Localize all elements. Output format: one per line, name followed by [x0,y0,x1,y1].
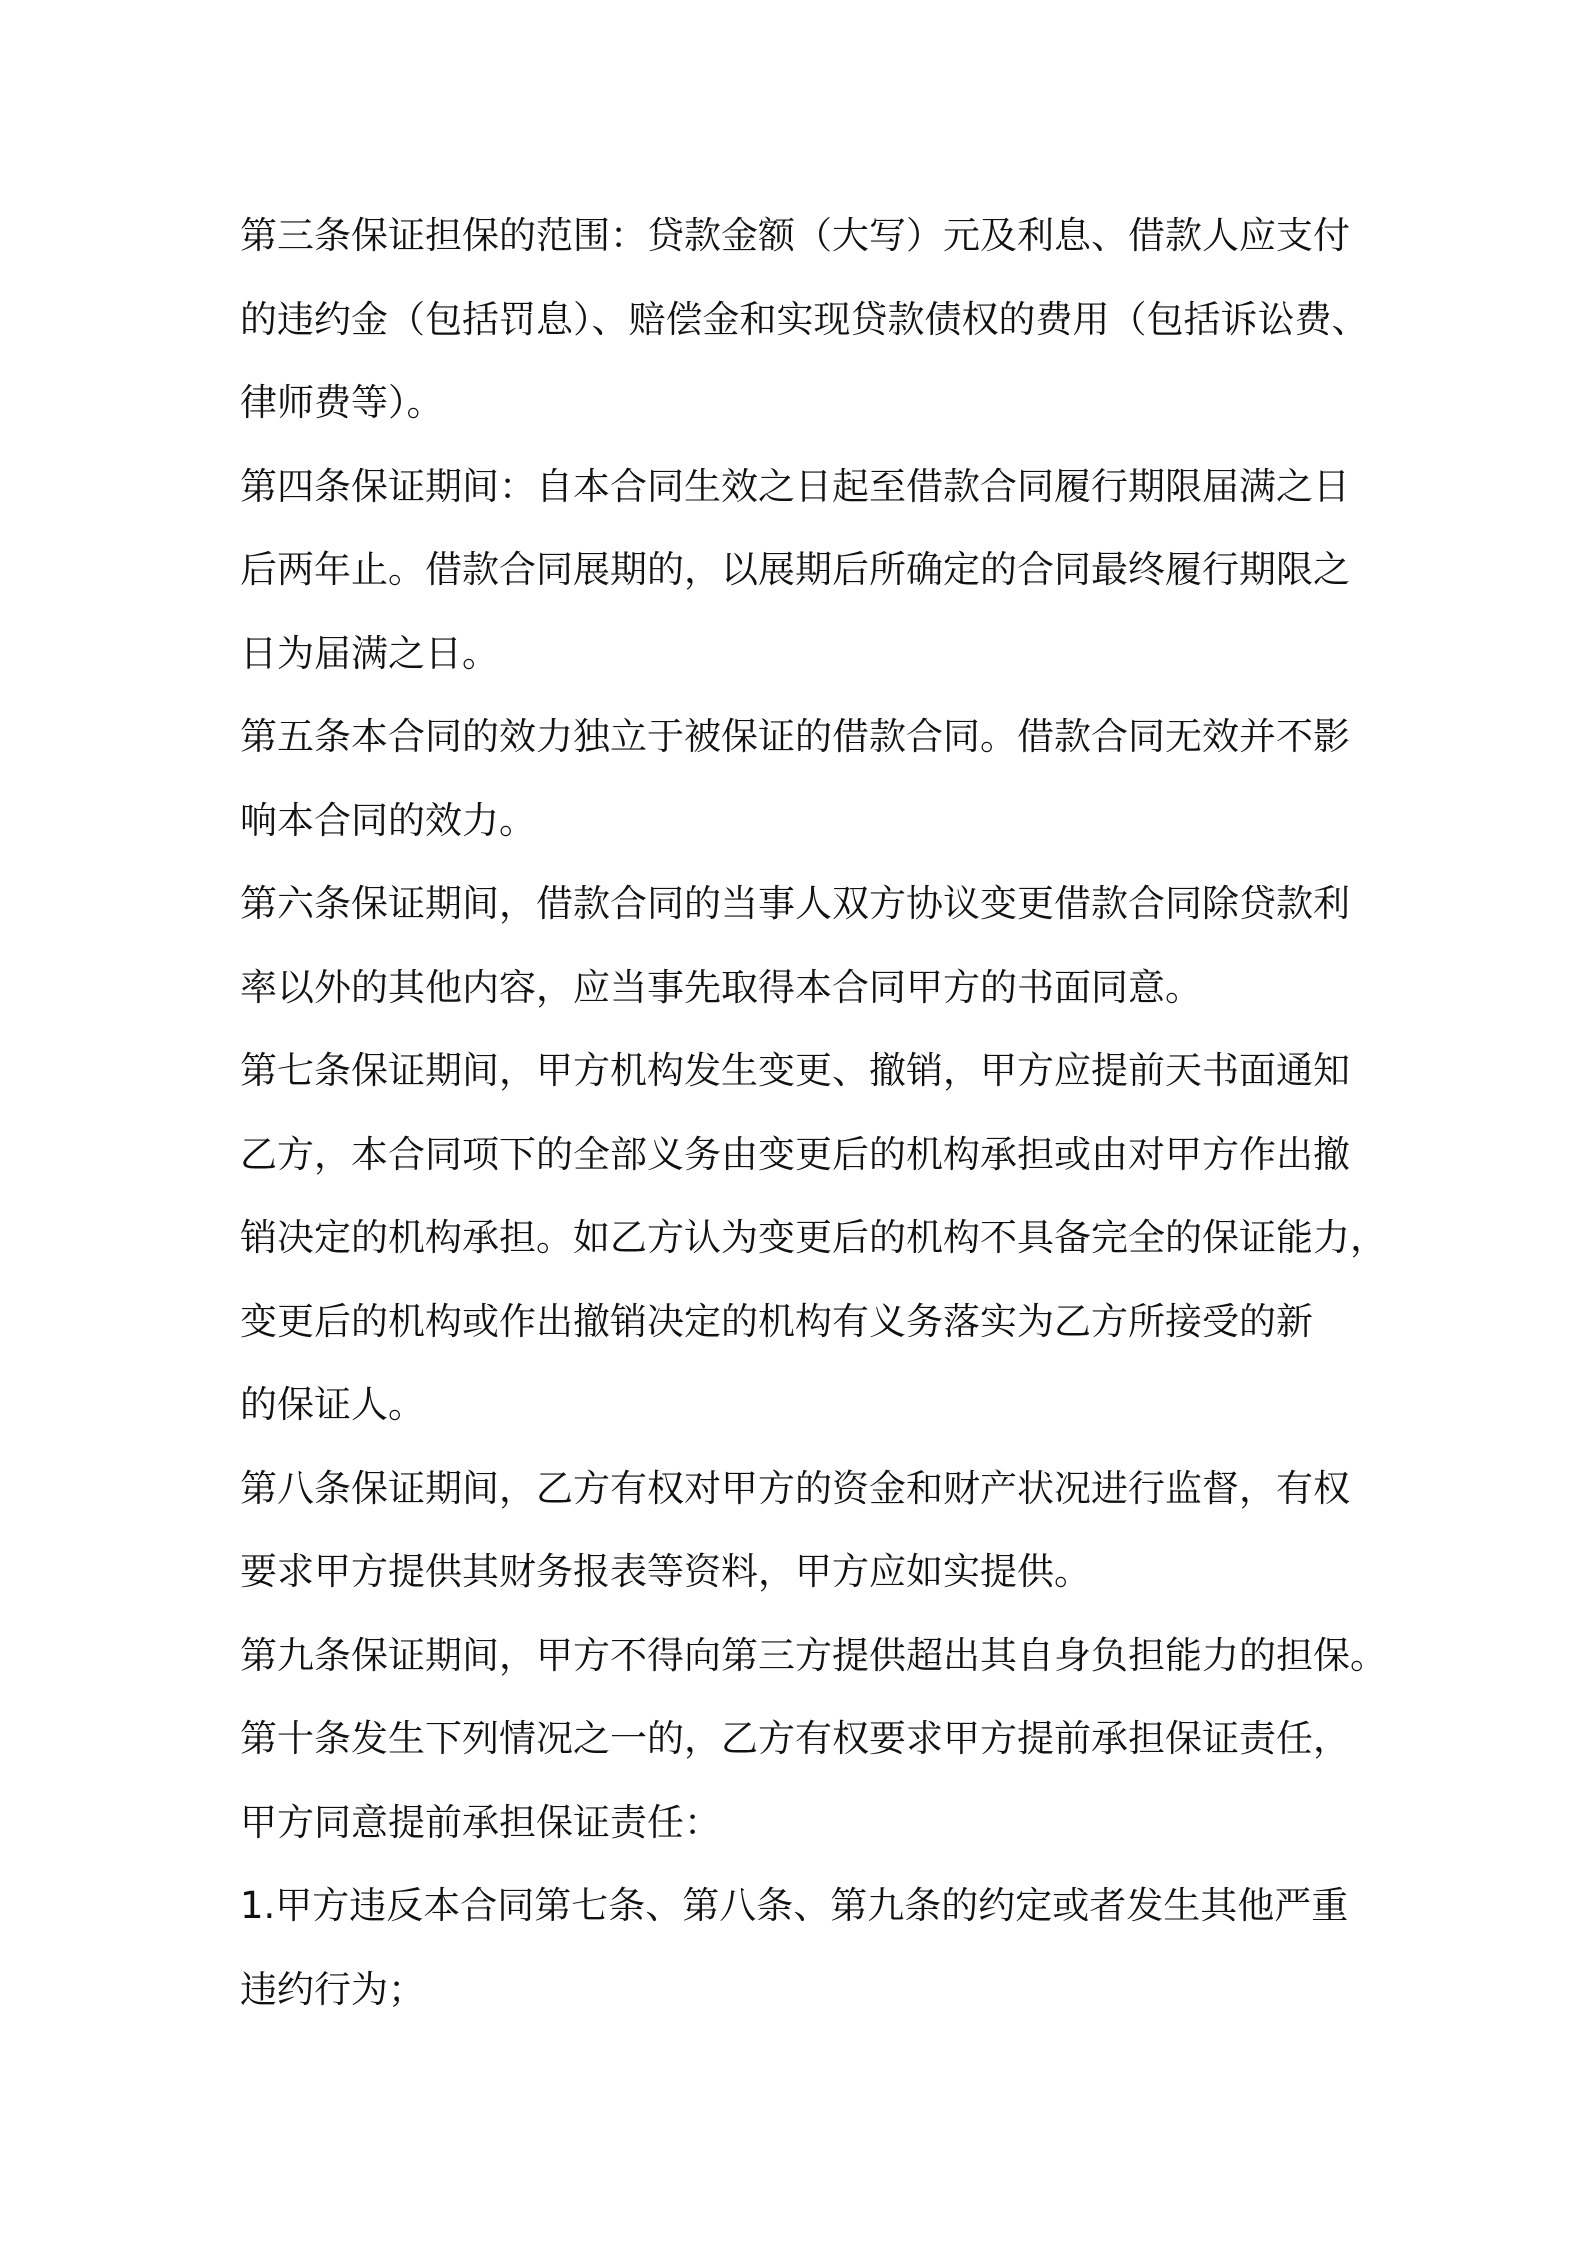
document-line: 律师费等）。 [240,381,444,424]
document-line: 变更后的机构或作出撤销决定的机构有义务落实为乙方所接受的新 [240,1299,1313,1343]
document-line: 日为届满之日。 [240,631,499,675]
document-line: 乙方，本合同项下的全部义务由变更后的机构承担或由对甲方作出撤 [240,1132,1350,1176]
document-body [240,194,1387,2031]
document-line: 要求甲方提供其财务报表等资料，甲方应如实提供。 [240,1550,1091,1593]
document-line: 的保证人。 [240,1383,425,1426]
document-line: 后两年止。借款合同展期的，以展期后所确定的合同最终履行期限之 [240,548,1350,591]
document-line: 的违约金（包括罚息）、赔偿金和实现贷款债权的费用（包括诉讼费、 [240,297,1369,341]
document-line: 第六条保证期间，借款合同的当事人双方协议变更借款合同除贷款利 [240,882,1350,925]
document-line: 违约行为； [240,1967,425,2011]
document-line: 响本合同的效力。 [240,798,536,842]
document-line: 第三条保证担保的范围：贷款金额（大写）元及利息、借款人应支付 [240,214,1350,257]
document-line: 1.甲方违反本合同第七条、第八条、第九条的约定或者发生其他严重 [240,1884,1349,1927]
document-line: 第五条本合同的效力独立于被保证的借款合同。借款合同无效并不影 [240,715,1350,758]
document-line: 销决定的机构承担。如乙方认为变更后的机构不具备完全的保证能力， [240,1216,1387,1259]
document-line: 甲方同意提前承担保证责任： [240,1800,721,1844]
document-line: 第七条保证期间，甲方机构发生变更、撤销，甲方应提前天书面通知 [240,1049,1350,1092]
document-line: 第十条发生下列情况之一的，乙方有权要求甲方提前承担保证责任， [240,1717,1350,1760]
document-line: 率以外的其他内容，应当事先取得本合同甲方的书面同意。 [240,965,1202,1009]
document-line: 第四条保证期间：自本合同生效之日起至借款合同履行期限届满之日 [240,464,1350,508]
document-line: 第八条保证期间，乙方有权对甲方的资金和财产状况进行监督，有权 [240,1466,1350,1510]
document-line: 第九条保证期间，甲方不得向第三方提供超出其自身负担能力的担保。 [240,1633,1387,1677]
